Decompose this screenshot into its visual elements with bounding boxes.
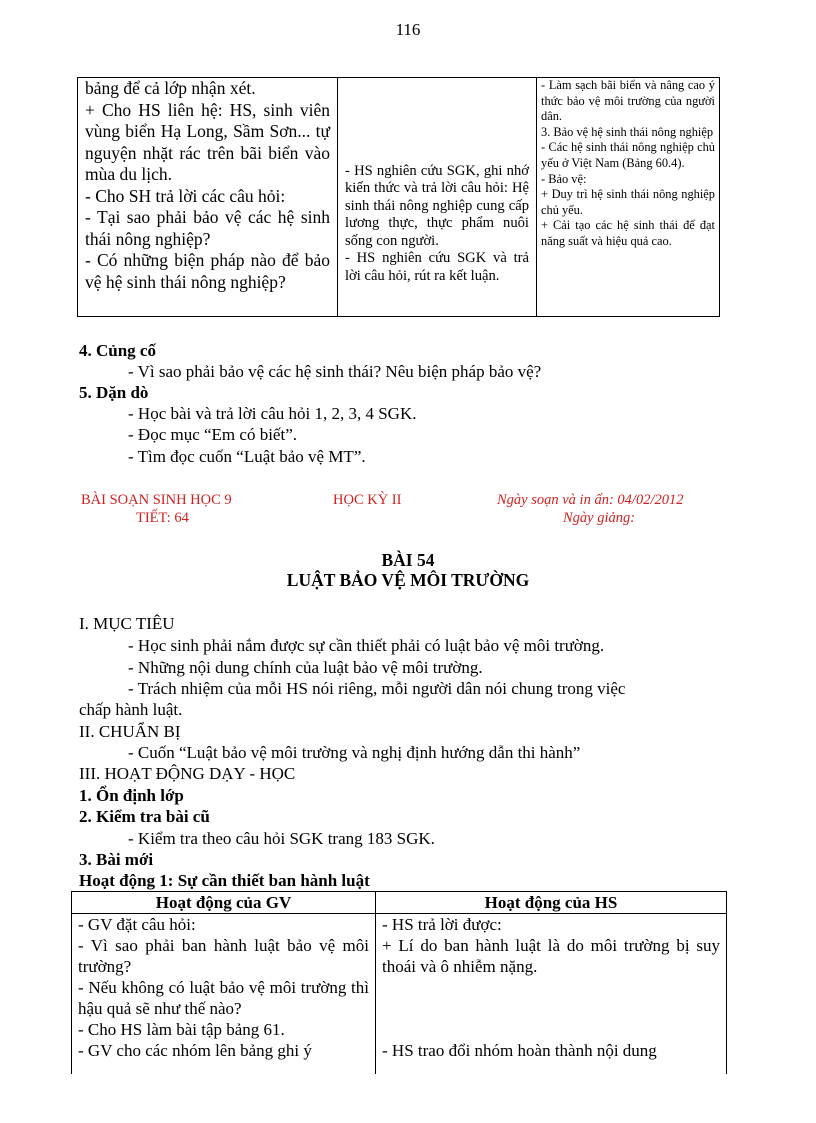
activities-heading: III. HOẠT ĐỘNG DẠY - HỌC (79, 764, 296, 783)
table-text: - Vì sao phải ban hành luật bảo vệ môi trường? (78, 936, 369, 976)
table-text: - HS trao đổi nhóm hoàn thành nội dung (382, 1041, 657, 1060)
list-item: - Cuốn “Luật bảo vệ môi trường và nghị định hướng dẫn thi hành” (128, 743, 581, 762)
list-item: - Kiểm tra theo câu hỏi SGK trang 183 SGK. (128, 829, 435, 848)
table-text: - Cho HS làm bài tập bảng 61. (78, 1020, 285, 1039)
lesson-title: LUẬT BẢO VỆ MÔI TRƯỜNG (286, 570, 530, 590)
period-label: TIẾT: 64 (136, 510, 189, 526)
teaching-date: Ngày giảng: (563, 510, 636, 526)
activity-heading: Hoạt động 1: Sự cần thiết ban hành luật (79, 871, 370, 890)
list-item: - Đọc mục “Em có biết”. (128, 425, 297, 444)
table-text: + Cho HS liên hệ: HS, sinh viên vùng biển Hạ Long, Sầm Sơn... tự nguyện nhặt rác trên bãi biển vào mùa du lịch. (85, 99, 330, 184)
list-item: - Những nội dung chính của luật bảo vệ môi trường. (128, 658, 483, 677)
student-activity-cell (338, 78, 537, 317)
page-number: 116 (395, 20, 421, 39)
table-text: - Bảo vệ: (541, 171, 587, 186)
table-text: + Lí do ban hành luật là do môi trường bị suy thoái và ô nhiễm nặng. (382, 936, 720, 976)
table-text: - Có những biện pháp nào để bảo vệ hệ sinh thái nông nghiệp? (85, 250, 330, 292)
section-heading-cung-co: 4. Củng cố (79, 341, 156, 360)
table-text: - Tại sao phải bảo vệ các hệ sinh thái nông nghiệp? (85, 207, 330, 249)
activity-table (71, 891, 727, 1074)
objectives-heading: I. MỤC TIÊU (79, 614, 175, 633)
step-heading: 2. Kiểm tra bài cũ (79, 807, 210, 826)
student-activity-cell (376, 914, 727, 1075)
table-text: 3. Bảo vệ hệ sinh thái nông nghiệp (541, 124, 714, 139)
list-item: - Tìm đọc cuốn “Luật bảo vệ MT”. (128, 447, 366, 466)
table-text: bảng để cả lớp nhận xét. (85, 78, 256, 98)
prepared-date: Ngày soạn và in ấn: 04/02/2012 (497, 492, 684, 508)
table-text: - HS nghiên cứu SGK, ghi nhớ kiến thức và trả lời câu hỏi: Hệ sinh thái nông nghiệp cung cấp lương thực, thực phẩm nuôi sống con người. (345, 162, 529, 249)
table-text: + Duy trì hệ sinh thái nông nghiệp chủ yếu. (541, 187, 715, 217)
table-text: - Làm sạch bãi biển và nâng cao ý thức bảo vệ môi trường của người dân. (541, 78, 715, 124)
column-header-hs: Hoạt động của HS (376, 892, 727, 914)
table-text: - HS nghiên cứu SGK và trả lời câu hỏi, rút ra kết luận. (345, 250, 529, 284)
prep-heading: II. CHUẨN BỊ (79, 722, 181, 741)
step-heading: 1. Ổn định lớp (79, 786, 184, 805)
lesson-plan-label: BÀI SOẠN SINH HỌC 9 (81, 492, 232, 508)
column-header-gv: Hoạt động của GV (72, 892, 376, 914)
table-text: - GV cho các nhóm lên bảng ghi ý (78, 1041, 312, 1060)
table-text: - HS trả lời được: (382, 915, 502, 934)
table-text: - Nếu không có luật bảo vệ môi trường thì hậu quả sẽ như thế nào? (78, 978, 369, 1018)
table-text: - Cho SH trả lời các câu hỏi: (85, 185, 286, 206)
list-item-continuation: chấp hành luật. (79, 700, 183, 719)
content-cell (537, 78, 720, 317)
list-item: - Học sinh phải nắm được sự cần thiết phải có luật bảo vệ môi trường. (128, 636, 605, 655)
table-text: - Các hệ sinh thái nông nghiệp chủ yếu ở Việt Nam (Bảng 60.4). (541, 140, 715, 170)
list-item: - Trách nhiệm của mỗi HS nói riêng, mỗi người dân nói chung trong việc (128, 679, 626, 698)
list-item: - Học bài và trả lời câu hỏi 1, 2, 3, 4 SGK. (128, 404, 417, 423)
section-heading-dan-do: 5. Dặn dò (79, 383, 149, 402)
lesson-number: BÀI 54 (381, 550, 435, 570)
continuation-table (77, 77, 720, 317)
teacher-activity-cell (72, 914, 376, 1075)
list-item: - Vì sao phải bảo vệ các hệ sinh thái? Nêu biện pháp bảo vệ? (128, 362, 542, 381)
semester-label: HỌC KỲ II (333, 492, 402, 508)
table-text: + Cải tạo các hệ sinh thái để đạt năng suất và hiệu quả cao. (541, 218, 715, 248)
teacher-activity-cell (78, 78, 338, 317)
table-text: - GV đặt câu hỏi: (78, 915, 196, 934)
step-heading: 3. Bài mới (79, 850, 154, 869)
